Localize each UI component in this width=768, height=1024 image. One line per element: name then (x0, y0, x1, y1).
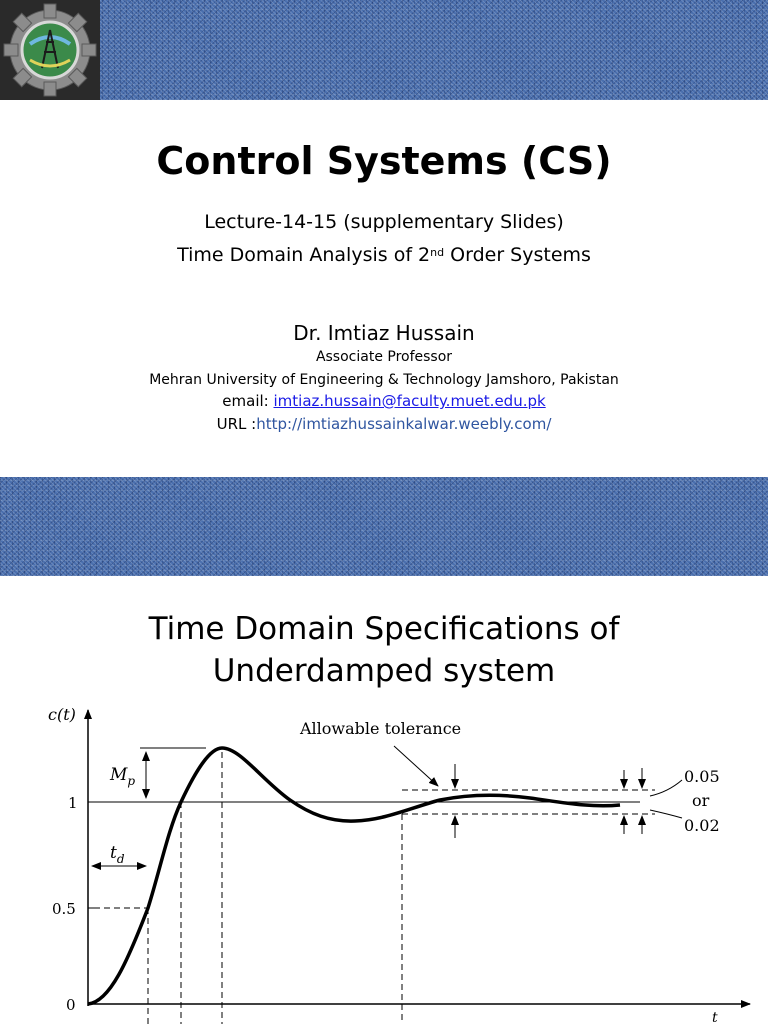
y-tick-0-5: 0.5 (52, 900, 76, 918)
email-label: email: (222, 392, 274, 410)
y-axis-label: c(t) (48, 705, 76, 724)
slide2-title-line1: Time Domain Specifications of (148, 611, 620, 647)
slide-title: Control Systems (CS) (156, 139, 612, 183)
header-band (0, 0, 768, 100)
mp-label: $M_p$ (110, 765, 136, 788)
tolerance-or: or (692, 791, 710, 810)
td-label: $t_d$ (110, 843, 125, 866)
step-response-figure (0, 700, 768, 1024)
topic-prefix: Time Domain Analysis of 2 (177, 244, 431, 266)
author-role: Associate Professor (315, 349, 453, 365)
email-line (0, 391, 768, 411)
university-name: Mehran University of Engineering & Technology Jamshoro, Pakistan (149, 372, 619, 388)
slide2-title-line2: Underdamped system (212, 653, 556, 689)
university-logo (0, 0, 100, 100)
tolerance-annotation: Allowable tolerance (300, 719, 462, 738)
url-label: URL : (216, 415, 257, 433)
slide2-title (0, 608, 768, 692)
tolerance-value-2: 0.02 (684, 816, 720, 835)
topic-superscript: nd (430, 246, 445, 259)
website-link[interactable]: http://imtiazhussainkalwar.weebly.com/ (256, 415, 552, 433)
footer-band (0, 477, 768, 576)
topic-suffix: Order Systems (444, 244, 591, 266)
tolerance-value-1: 0.05 (684, 767, 720, 786)
topic-subtitle (0, 243, 768, 267)
x-axis-label: t (712, 1010, 718, 1024)
lecture-subtitle: Lecture-14-15 (supplementary Slides) (204, 211, 564, 233)
url-line (0, 414, 768, 434)
author-name: Dr. Imtiaz Hussain (293, 321, 475, 345)
email-link[interactable]: imtiaz.hussain@faculty.muet.edu.pk (273, 392, 546, 410)
y-tick-0: 0 (66, 996, 76, 1014)
response-curve (88, 748, 620, 1004)
y-tick-1: 1 (68, 794, 78, 812)
